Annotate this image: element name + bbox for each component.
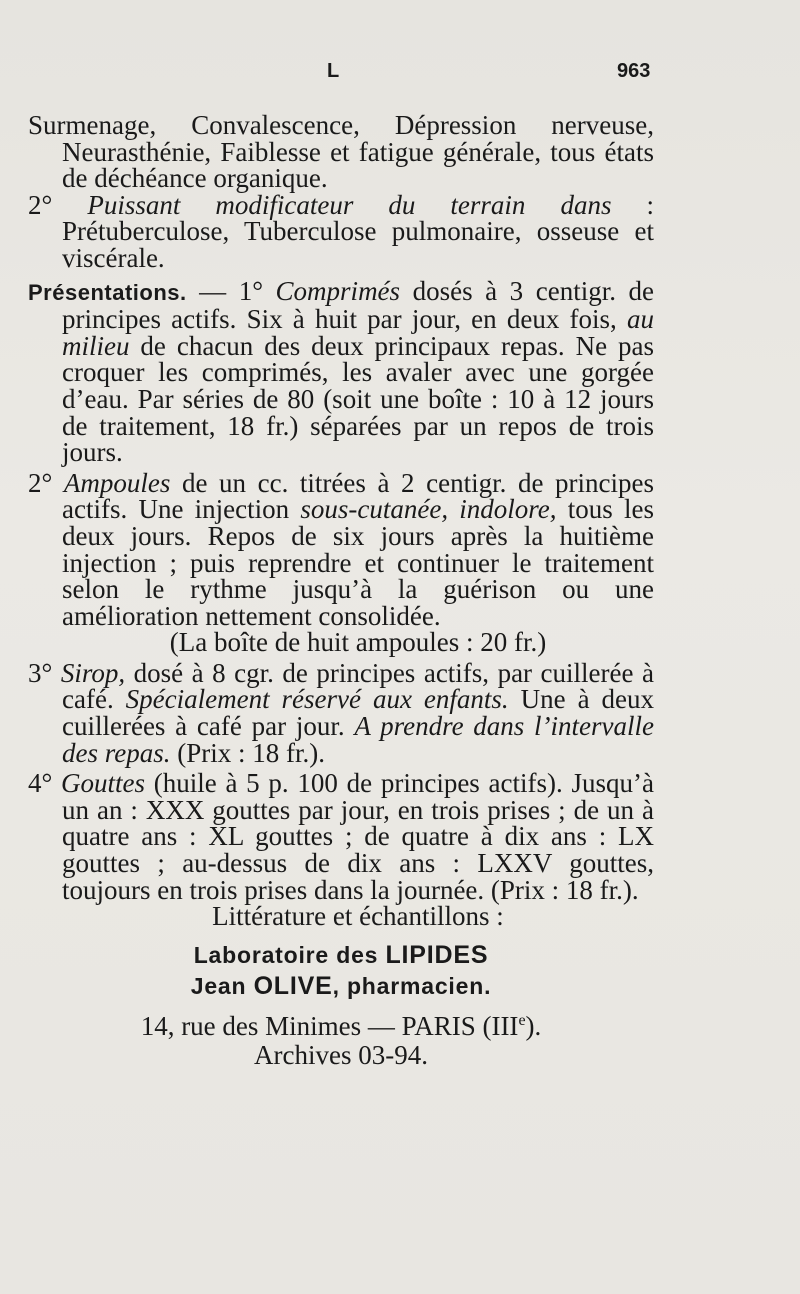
item-number: 3° — [28, 657, 61, 688]
gouttes-text: (huile à 5 p. 100 de principes actifs). Jusqu’à un an : XXX gouttes par jour, en trois prises ; de un à quatre ans : XL gouttes ; de quatre à dix ans : LX gouttes ; au-dessus de dix ans : LXXV gouttes, toujours en trois prises dans la journée. (Prix : 18 fr.). — [62, 768, 654, 905]
lab-prefix: Laboratoire des — [193, 941, 386, 968]
sirop-price: (Prix : 18 fr.). — [170, 737, 325, 768]
presentations-dash: — 1° — [186, 275, 276, 306]
gouttes-paragraph — [28, 770, 654, 903]
ampoules-paragraph — [28, 467, 654, 631]
item-italic: Puissant modificateur du terrain dans — [87, 189, 612, 220]
indication-2-paragraph — [28, 189, 654, 273]
form-comprimes: Comprimés — [275, 275, 401, 306]
ampoules-price: (La boîte de huit ampoules : 20 fr.) — [169, 627, 547, 658]
page-header — [0, 60, 800, 90]
sirop-text: dosé à 8 cgr. de principes actifs, par cuillerée à café. — [62, 657, 654, 715]
address-text: 14, rue des Minimes — PARIS (III — [140, 1010, 519, 1041]
pharm-last: OLIVE — [253, 971, 333, 1000]
sirop-text-2: Une à deux cuillerées à café par jour. — [62, 684, 655, 742]
lab-brand: LIPIDES — [385, 940, 489, 969]
sirop-italic-2: A prendre dans l’intervalle des repas. — [62, 711, 655, 768]
intro-paragraph: Surmenage, Convalescence, Dépression nerveuse, Neurasthénie, Faiblesse et fatigue générale, tous états de déchéance organique. — [28, 110, 654, 194]
laboratory-name — [28, 940, 654, 971]
ampoules-text-2: tous les deux jours. Repos de six jours après la huitième injection ; puis reprendre et continuer le traitement selon le rythme jusqu’à la guérison ou une amélioration nettement consolidée. — [62, 494, 654, 631]
sirop-italic: Spécialement réservé aux enfants. — [125, 684, 509, 715]
ampoules-italic: sous-cutanée, indolore, — [300, 494, 557, 525]
presentations-label: Présentations. — [28, 279, 187, 305]
sirop-paragraph — [28, 657, 655, 768]
form-gouttes: Gouttes — [61, 768, 146, 799]
form-comprimes-text: dosés à 3 centigr. de principes actifs. Six à huit par jour, en deux fois, — [62, 275, 654, 335]
pharmacist-name — [28, 971, 654, 1002]
pharm-suffix: , pharmacien. — [332, 972, 492, 999]
form-comprimes-text-2: de chacun des deux principaux repas. Ne pas croquer les comprimés, les avaler avec une gorgée d’eau. Par séries de 80 (soit une boîte : 10 à 12 jours de traitement, 18 fr.) séparées par un repos de trois jours. — [62, 330, 654, 468]
address-sup: e — [518, 1011, 526, 1029]
item-number: 2° — [28, 467, 64, 498]
form-ampoules: Ampoules — [63, 467, 171, 498]
form-sirop: Sirop, — [60, 657, 126, 688]
presentations-paragraph — [28, 275, 654, 468]
item-text: : Prétuberculose, Tuberculose pulmonaire, osseuse et viscérale. — [62, 189, 654, 273]
address-end: ). — [525, 1010, 542, 1041]
literature-line: Littérature et échantillons : — [212, 901, 504, 932]
phone-line: Archives 03-94. — [254, 1039, 428, 1070]
pharm-first: Jean — [190, 972, 254, 999]
page-number: 963 — [617, 60, 651, 82]
form-comprimes-italic: au milieu — [62, 304, 654, 361]
ampoules-text: de un cc. titrées à 2 centigr. de principes actifs. Une injection — [62, 467, 654, 525]
item-number: 2° — [28, 189, 53, 220]
address-line — [28, 1006, 654, 1041]
page-body — [28, 112, 654, 1070]
section-letter: L — [327, 60, 340, 82]
item-number: 4° — [28, 768, 62, 799]
